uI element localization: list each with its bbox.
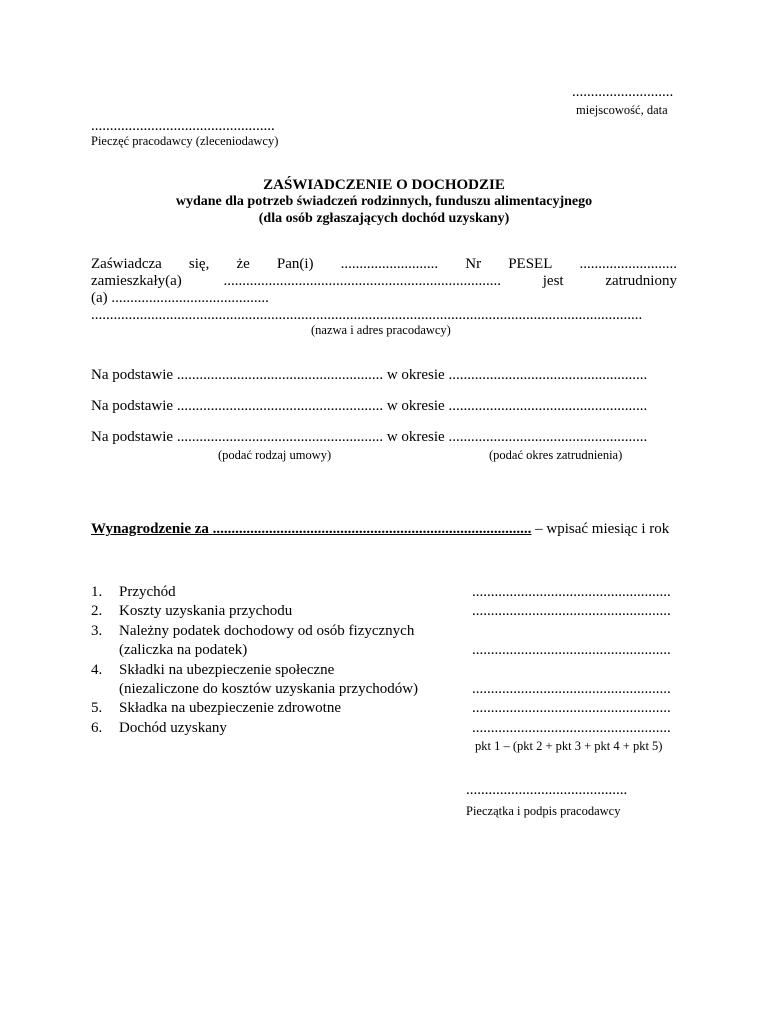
- list-item-continuation: (niezaliczone do kosztów uzyskania przychodów) .....................................................: [119, 681, 671, 697]
- salary-row: [91, 521, 669, 538]
- certify-word: jest: [542, 273, 564, 289]
- period-hint: (podać okres zatrudnienia): [489, 448, 623, 462]
- signature-label: Pieczątka i podpis pracodawcy: [466, 804, 621, 818]
- certify-line-2: [91, 273, 677, 290]
- document-subtitle-1: wydane dla potrzeb świadczeń rodzinnych, funduszu alimentacyjnego: [175, 194, 593, 209]
- list-item: 1. Przychód .....................................................: [91, 584, 671, 600]
- certify-word: zatrudniony: [605, 273, 677, 289]
- certify-word: zamieszkały(a): [91, 273, 182, 289]
- stamp-dots: .................................................: [91, 118, 275, 134]
- basis-row: Na podstawie ....................................................... w okresie .....................................................: [91, 367, 648, 383]
- certify-line-3: (a) ..........................................: [91, 290, 269, 306]
- place-date-label: miejscowość, data: [576, 103, 668, 117]
- list-item-continuation: (zaliczka na podatek) .....................................................: [119, 642, 671, 658]
- contract-hint: (podać rodzaj umowy): [218, 448, 332, 462]
- basis-row: Na podstawie ....................................................... w okresie .....................................................: [91, 398, 648, 414]
- list-item: 2. Koszty uzyskania przychodu .....................................................: [91, 603, 671, 619]
- list-item: 6. Dochód uzyskany .....................................................: [91, 720, 671, 736]
- certify-word: Nr: [465, 256, 482, 272]
- place-date-dots: ...........................: [572, 84, 674, 100]
- name-dots: ..........................: [340, 256, 439, 272]
- stamp-label: Pieczęć pracodawcy (zleceniodawcy): [91, 134, 279, 148]
- list-item: 4. Składki na ubezpieczenie społeczne: [91, 662, 335, 678]
- list-item: 5. Składka na ubezpieczenie zdrowotne .....................................................: [91, 700, 671, 716]
- salary-suffix: – wpisać miesiąc i rok: [535, 521, 670, 537]
- certify-word: się,: [188, 256, 210, 272]
- list-item: 3. Należny podatek dochodowy od osób fizycznych: [91, 623, 415, 639]
- document-title: ZAŚWIADCZENIE O DOCHODZIE: [263, 177, 505, 193]
- basis-row: Na podstawie ....................................................... w okresie .....................................................: [91, 429, 648, 445]
- address-dots: ..........................................................................: [223, 273, 502, 289]
- certify-word: PESEL: [508, 256, 553, 272]
- salary-label: Wynagrodzenie za .....................................................................................: [91, 521, 532, 537]
- certify-line-1: [91, 256, 677, 273]
- certify-word: że: [236, 256, 250, 272]
- signature-dots: ...........................................: [466, 782, 628, 798]
- formula: pkt 1 – (pkt 2 + pkt 3 + pkt 4 + pkt 5): [475, 739, 663, 753]
- certify-word: Pan(i): [276, 256, 314, 272]
- employer-dots: ...................................................................................................................................................: [91, 307, 643, 323]
- pesel-dots: ..........................: [579, 256, 677, 272]
- document-subtitle-2: (dla osób zgłaszających dochód uzyskany): [258, 211, 510, 226]
- employer-label: (nazwa i adres pracodawcy): [311, 323, 451, 337]
- certify-word: Zaświadcza: [91, 256, 162, 272]
